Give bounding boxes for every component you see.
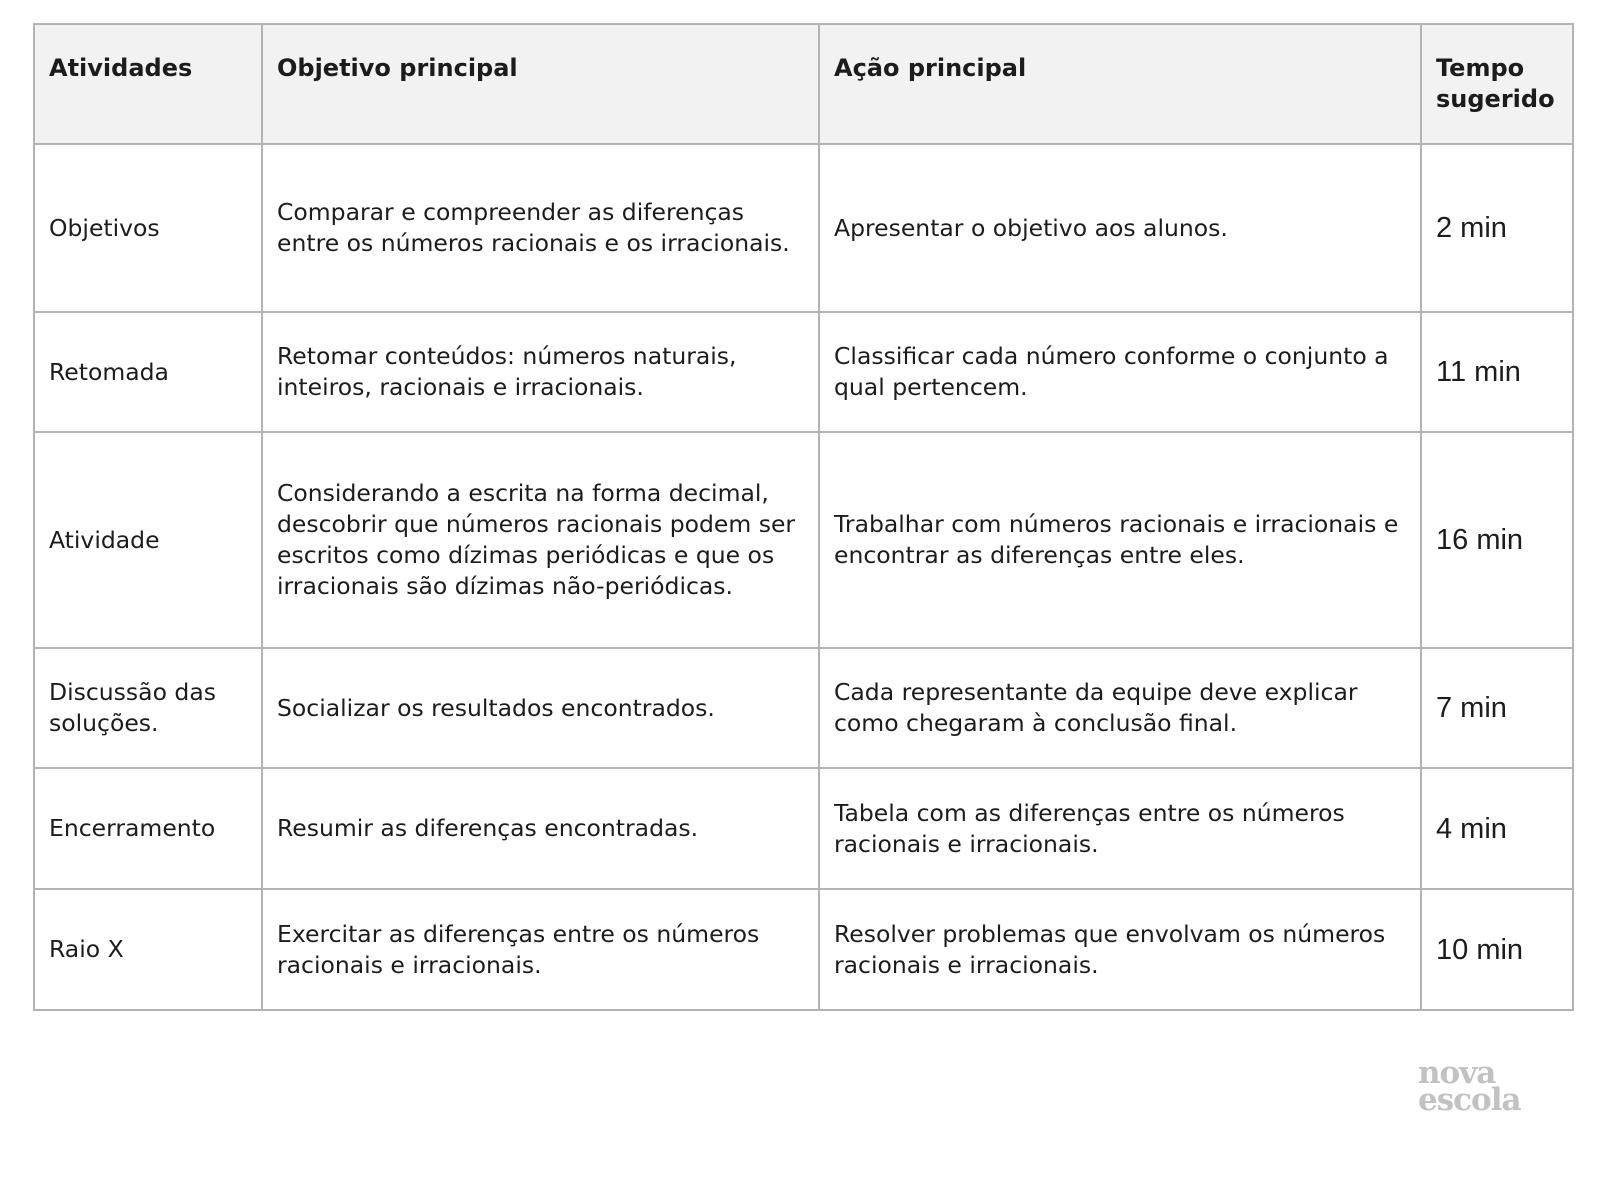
logo-line-escola: escola xyxy=(1418,1082,1521,1118)
cell-atividade: Objetivos xyxy=(34,144,262,312)
nova-escola-logo xyxy=(1418,1055,1538,1118)
cell-tempo: 10 min xyxy=(1421,889,1573,1010)
cell-atividade: Retomada xyxy=(34,312,262,432)
cell-tempo: 2 min xyxy=(1421,144,1573,312)
cell-acao: Cada representante da equipe deve explicar como chegaram à conclusão final. xyxy=(819,648,1421,768)
table-row xyxy=(34,144,1573,312)
table-row xyxy=(34,648,1573,768)
cell-atividade: Atividade xyxy=(34,432,262,648)
header-tempo-sugerido: Tempo sugerido xyxy=(1421,24,1573,144)
cell-tempo: 16 min xyxy=(1421,432,1573,648)
header-objetivo-principal: Objetivo principal xyxy=(262,24,819,144)
cell-objetivo: Considerando a escrita na forma decimal, descobrir que números racionais podem ser escritos como dízimas periódicas e que os irracionais são dízimas não-periódicas. xyxy=(262,432,819,648)
cell-tempo: 11 min xyxy=(1421,312,1573,432)
table-header xyxy=(34,24,1573,144)
cell-atividade: Encerramento xyxy=(34,768,262,889)
cell-acao: Trabalhar com números racionais e irracionais e encontrar as diferenças entre eles. xyxy=(819,432,1421,648)
header-atividades: Atividades xyxy=(34,24,262,144)
cell-objetivo: Resumir as diferenças encontradas. xyxy=(262,768,819,889)
cell-acao: Apresentar o objetivo aos alunos. xyxy=(819,144,1421,312)
header-row xyxy=(34,24,1573,144)
table-row xyxy=(34,889,1573,1010)
cell-acao: Tabela com as diferenças entre os números racionais e irracionais. xyxy=(819,768,1421,889)
cell-objetivo: Exercitar as diferenças entre os números racionais e irracionais. xyxy=(262,889,819,1010)
table-row xyxy=(34,768,1573,889)
cell-objetivo: Comparar e compreender as diferenças entre os números racionais e os irracionais. xyxy=(262,144,819,312)
cell-objetivo: Socializar os resultados encontrados. xyxy=(262,648,819,768)
table-row xyxy=(34,432,1573,648)
cell-acao: Resolver problemas que envolvam os números racionais e irracionais. xyxy=(819,889,1421,1010)
table-body xyxy=(34,144,1573,1010)
cell-objetivo: Retomar conteúdos: números naturais, inteiros, racionais e irracionais. xyxy=(262,312,819,432)
cell-acao: Classificar cada número conforme o conjunto a qual pertencem. xyxy=(819,312,1421,432)
logo-line-nova: nova xyxy=(1418,1055,1496,1091)
header-acao-principal: Ação principal xyxy=(819,24,1421,144)
lesson-plan-table xyxy=(33,23,1574,1011)
cell-tempo: 7 min xyxy=(1421,648,1573,768)
cell-atividade: Raio X xyxy=(34,889,262,1010)
table-row xyxy=(34,312,1573,432)
cell-tempo: 4 min xyxy=(1421,768,1573,889)
cell-atividade: Discussão das soluções. xyxy=(34,648,262,768)
